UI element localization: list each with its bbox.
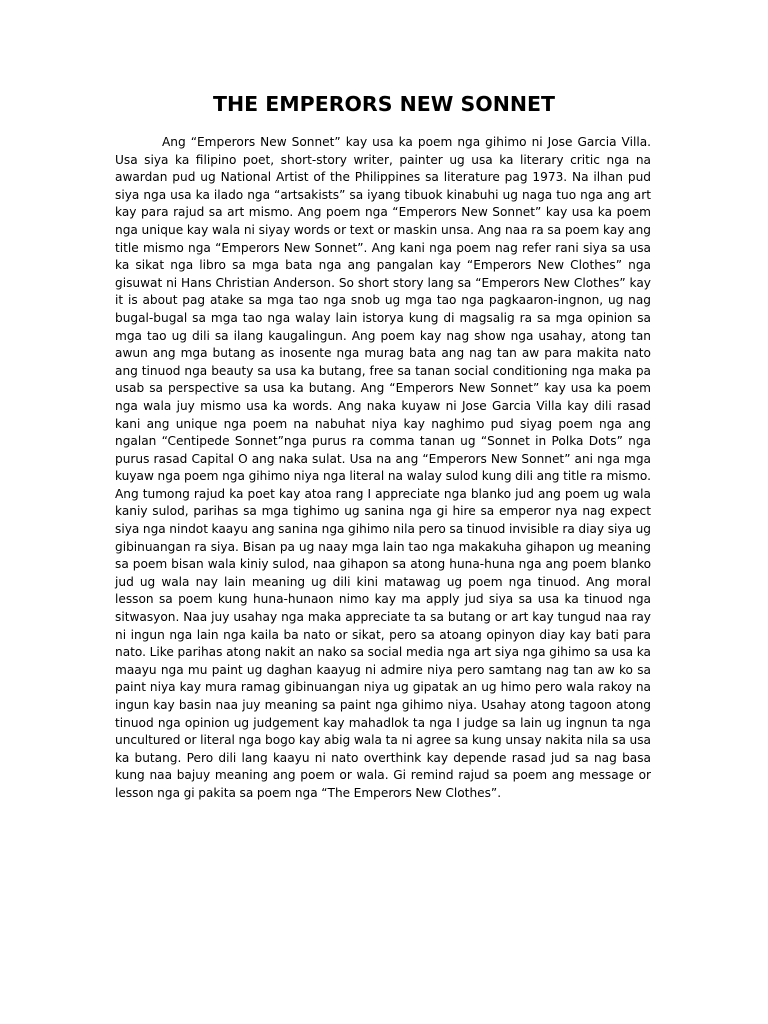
document-title: THE EMPERORS NEW SONNET [212, 92, 555, 116]
document-body-paragraph: Ang “Emperors New Sonnet” kay usa ka poem nga gihimo ni Jose Garcia Villa. Usa siya ka filipino poet, short-story writer, painter ug usa ka literary critic nga na awardan pud ug National Artist of the Philippines sa literature pag 1973. Na ilhan pud siya nga usa ka ilado nga “artsakists” sa iyang tibuok kinabuhi ug naga tuo nga ang art kay para rajud sa art mismo. Ang poem nga “Emperors New Sonnet” kay usa ka poem nga unique kay wala ni siyay words or text or maskin unsa. Ang naa ra sa poem kay ang title mismo nga “Emperors New Sonnet”. Ang kani nga poem nag refer rani siya sa usa ka sikat nga libro sa mga bata nga ang pangalan kay “Emperors New Clothes” nga gisuwat ni Hans Christian Anderson. So short story lang sa “Emperors New Clothes” kay it is about pag atake sa mga tao nga snob ug mga tao nga pagkaaron-ingnon, ug nag bugal-bugal sa mga tao nga walay lain istorya kung di magsalig ra sa mga opinion sa mga tao ug dili sa ilang kaugalingun. Ang poem kay nag show nga usahay, atong tan awun ang mga butang as inosente nga murag bata ang nag tan aw para makita nato ang tinuod nga beauty sa usa ka butang, free sa tanan social conditioning nga maka pa usab sa perspective sa usa ka butang. Ang “Emperors New Sonnet” kay usa ka poem nga wala juy mismo usa ka words. Ang naka kuyaw ni Jose Garcia Villa kay dili rasad kani ang unique nga poem na nabuhat niya kay naghimo pud siyag poem nga ang ngalan “Centipede Sonnet”nga purus ra comma tanan ug “Sonnet in Polka Dots” nga purus rasad Capital O ang naka sulat. Usa na ang “Emperors New Sonnet” ani nga mga kuyaw nga poem nga gihimo niya nga literal na walay sulod kung dili ang title ra mismo. Ang tumong rajud ka poet kay atoa rang I appreciate nga blanko jud ang poem ug wala kaniy sulod, parihas sa mga tighimo ug sanina nga gi hire sa emperor nya nag expect siya nga nindot kaayu ang sanina nga gihimo nila pero sa tinuod invisible ra diay siya ug gibinuangan ra siya. Bisan pa ug naay mga lain tao nga makakuha gihapon ug meaning sa poem bisan wala kiniy sulod, naa gihapon sa atong huna-huna nga ang poem blanko jud ug wala nay lain meaning ug dili kini matawag ug poem nga tinuod. Ang moral lesson sa poem kung huna-hunaon nimo kay ma apply jud siya sa usa ka tinuod nga sitwasyon. Naa juy usahay nga maka appreciate ta sa butang or art kay tungud naa ray ni ingun nga lain nga kaila ba nato or sikat, pero sa atoang opinyon diay kay bati para nato. Like parihas atong nakit an nako sa social media nga art siya nga gihimo sa usa ka maayu nga mu paint ug daghan kaayug ni admire niya pero samtang nag tan aw ko sa paint niya kay mura ramag gibinuangan niya ug gipatak an ug himo pero wala rakoy na ingun kay basin naa juy meaning sa paint nga gihimo niya. Usahay atong tagoon atong tinuod nga opinion ug judgement kay mahadlok ta nga I judge sa lain ug ingnun ta nga uncultured or literal nga bogo kay abig wala ta ni agree sa kung unsay nakita nila sa usa ka butang. Pero dili lang kaayu ni nato overthink kay depende rasad jud sa nag basa kung naa bajuy meaning ang poem or wala. Gi remind rajud sa poem ang message or lesson nga gi pakita sa poem nga “The Emperors New Clothes”. [115, 135, 651, 800]
